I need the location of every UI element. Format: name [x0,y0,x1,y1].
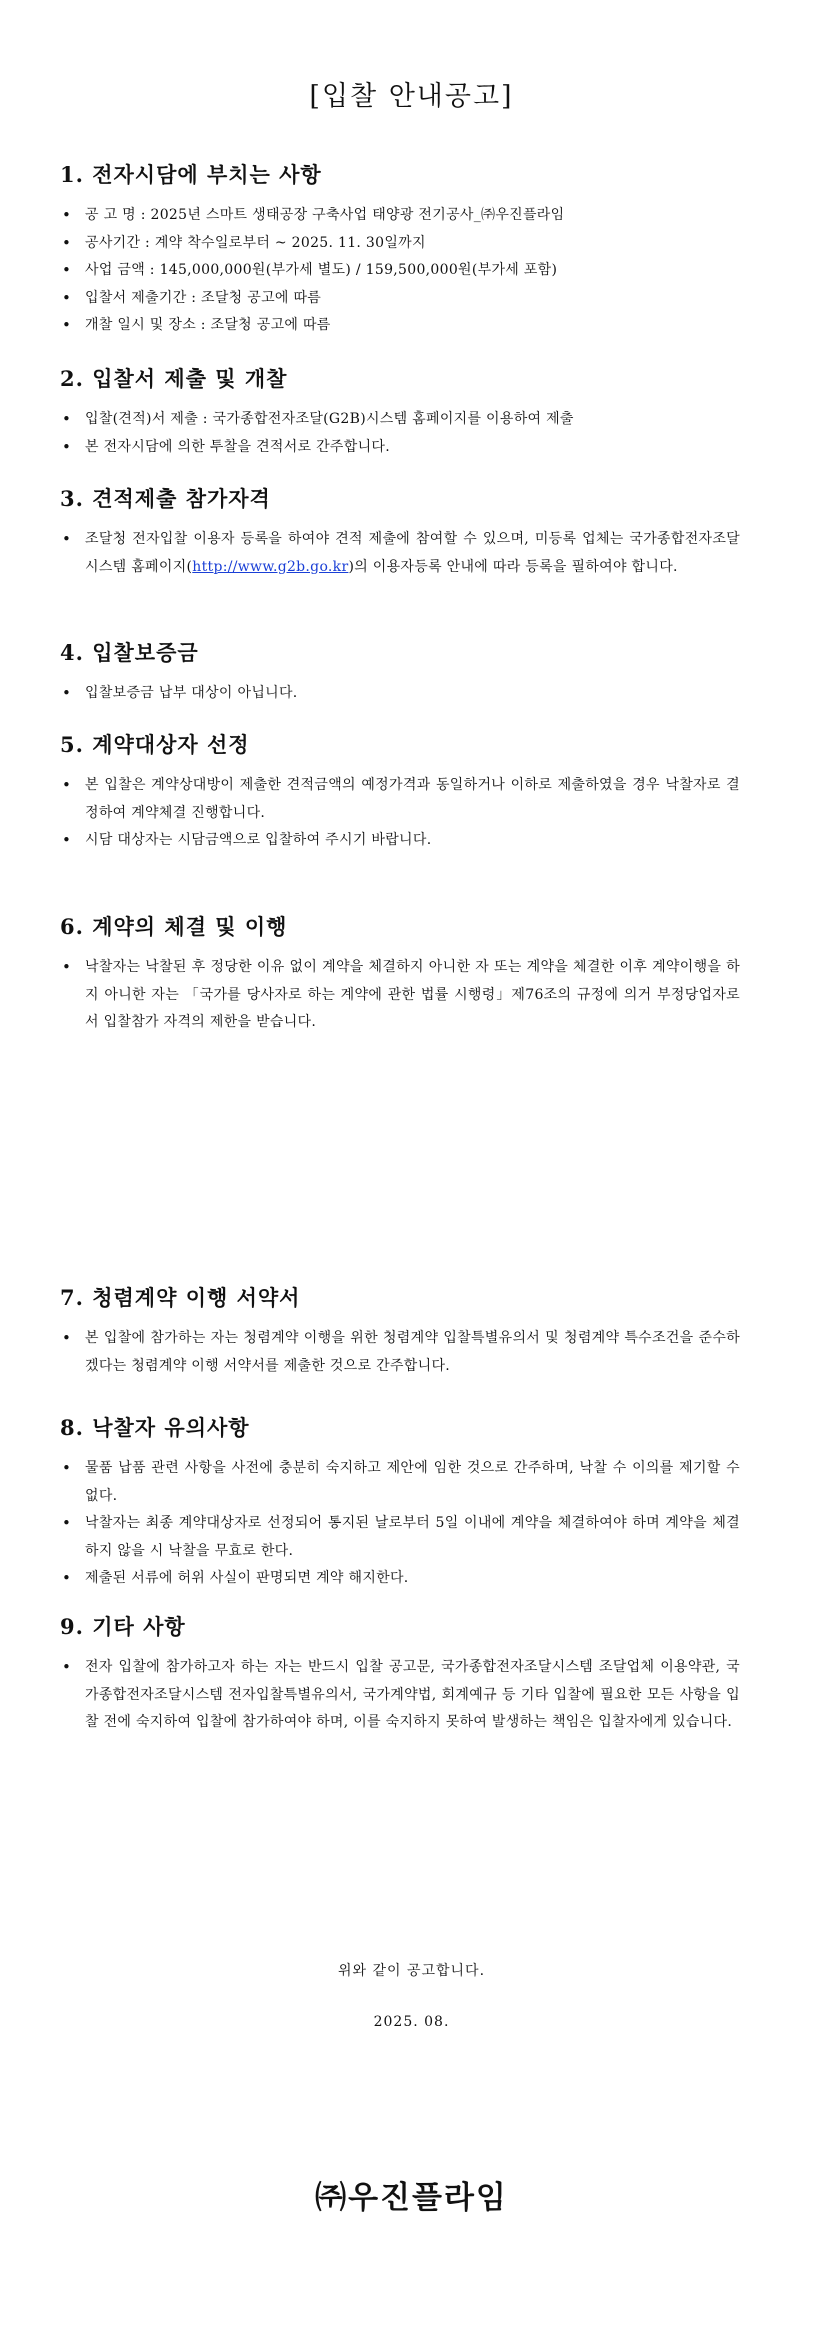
section-list [60,680,740,708]
section-7 [60,1283,740,1380]
section-list [60,202,740,340]
section-list [60,526,740,581]
section-heading: 8. 낙찰자 유의사항 [60,1415,250,1440]
section-heading: 6. 계약의 체결 및 이행 [60,914,288,939]
section-heading: 1. 전자시담에 부치는 사항 [60,162,322,187]
list-item-text: 조달청 전자입찰 이용자 등록을 하여야 견적 제출에 참여할 수 있으며, 미등록 업체는 국가종합전자조달시스템 홈페이지( [85,531,740,575]
section-heading: 9. 기타 사항 [60,1614,186,1639]
page-title: [입찰 안내공고] [309,81,514,112]
list-item: • 전자 입찰에 참가하고자 하는 자는 반드시 입찰 공고문, 국가종합전자조달시스템 조달업체 이용약관, 국가종합전자조달시스템 전자입찰특별유의서, 국가계약법, 회계예규 등 기타 입찰에 필요한 모든 사항을 입찰 전에 숙지하여 입찰에 참가하여야 하며, 이를 숙지하지 못하여 발생하는 책임은 입찰자에게 있습니다. [60,1654,740,1737]
section-list [60,1455,740,1593]
section-list [60,772,740,855]
list-item: • 사업 금액 : 145,000,000원(부가세 별도) / 159,500,000원(부가세 포함) [60,257,740,285]
list-item: • 입찰보증금 납부 대상이 아닙니다. [60,680,740,708]
section-6 [60,912,740,1037]
section-heading: 3. 견적제출 참가자격 [60,486,271,511]
list-item: • 공사기간 : 계약 착수일로부터 ~ 2025. 11. 30일까지 [60,230,740,258]
list-item: • 입찰서 제출기간 : 조달청 공고에 따름 [60,285,740,313]
list-item: • 입찰(견적)서 제출 : 국가종합전자조달(G2B)시스템 홈페이지를 이용하여 제출 [60,406,740,434]
list-item: • 공 고 명 : 2025년 스마트 생태공장 구축사업 태양광 전기공사_㈜우진플라임 [60,202,740,230]
section-1 [60,160,740,340]
section-list [60,1325,740,1380]
list-item: • 시담 대상자는 시담금액으로 입찰하여 주시기 바랍니다. [60,827,740,855]
list-item: • 낙찰자는 낙찰된 후 정당한 이유 없이 계약을 체결하지 아니한 자 또는 계약을 체결한 이후 계약이행을 하지 아니한 자는 「국가를 당사자로 하는 계약에 관한 법률 시행령」제76조의 규정에 의거 부정당업자로서 입찰참가 자격의 제한을 받습니다. [60,954,740,1037]
list-item: • 물품 납품 관련 사항을 사전에 충분히 숙지하고 제안에 임한 것으로 간주하며, 낙찰 수 이의를 제기할 수 없다. [60,1455,740,1510]
list-item: • 개찰 일시 및 장소 : 조달청 공고에 따름 [60,312,740,340]
list-item: • 낙찰자는 최종 계약대상자로 선정되어 통지된 날로부터 5일 이내에 계약을 체결하여야 하며 계약을 체결하지 않을 시 낙찰을 무효로 한다. [60,1510,740,1565]
announcement-date: 2025. 08. [373,2014,450,2030]
section-heading: 7. 청렴계약 이행 서약서 [60,1285,301,1310]
section-list [60,1654,740,1737]
list-item: • 본 전자시담에 의한 투찰을 견적서로 간주합니다. [60,434,740,462]
list-item: • 제출된 서류에 허위 사실이 판명되면 계약 해지한다. [60,1565,740,1593]
list-item: • 본 입찰은 계약상대방이 제출한 견적금액의 예정가격과 동일하거나 이하로 제출하였을 경우 낙찰자로 결정하여 계약체결 진행합니다. [60,772,740,827]
section-2 [60,364,740,461]
closing-statement: 위와 같이 공고합니다. [337,1963,486,1979]
list-item-text: )의 이용자등록 안내에 따라 등록을 필하여야 합니다. [348,558,678,575]
company-name: ㈜우진플라임 [315,2180,508,2216]
section-list [60,954,740,1037]
section-heading: 2. 입찰서 제출 및 개찰 [60,366,288,391]
g2b-link[interactable]: http://www.g2b.go.kr [192,558,349,575]
section-9 [60,1612,740,1737]
section-3 [60,484,740,581]
section-8 [60,1413,740,1593]
section-heading: 4. 입찰보증금 [60,640,199,665]
list-item: • 본 입찰에 참가하는 자는 청렴계약 이행을 위한 청렴계약 입찰특별유의서 및 청렴계약 특수조건을 준수하겠다는 청렴계약 이행 서약서를 제출한 것으로 간주합니다. [60,1325,740,1380]
section-list [60,406,740,461]
list-item [60,526,740,581]
section-heading: 5. 계약대상자 선정 [60,732,250,757]
section-5 [60,730,740,855]
section-4 [60,638,740,708]
